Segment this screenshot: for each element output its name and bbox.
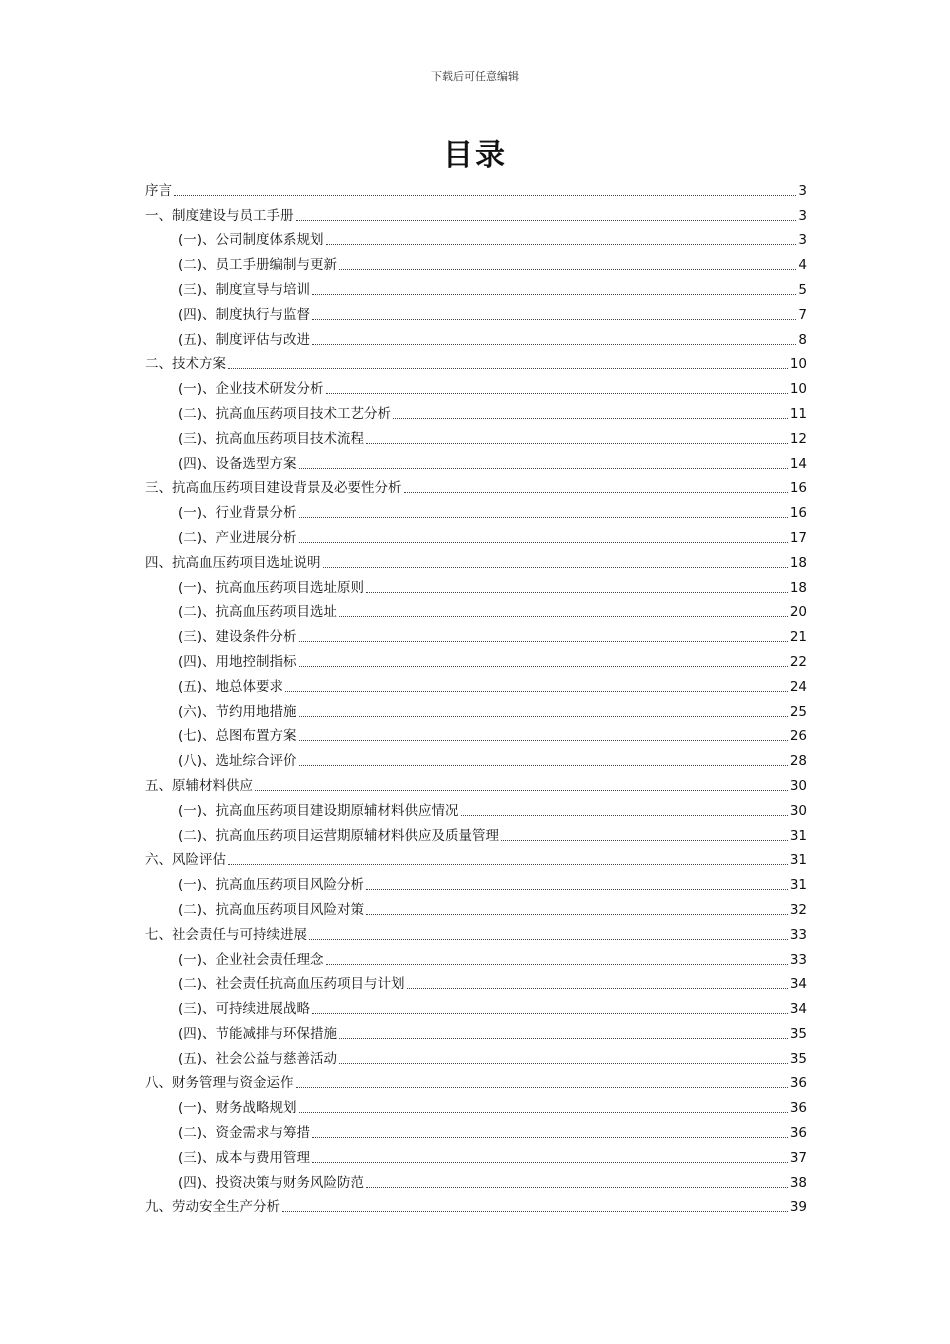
toc-entry-text: 三、抗高血压药项目建设背景及必要性分析 xyxy=(145,480,402,497)
toc-entry-text: (三)、可持续进展战略 xyxy=(178,1001,311,1018)
toc-dot-leader xyxy=(366,443,788,444)
toc-dot-leader xyxy=(366,914,788,915)
toc-entry-page: 10 xyxy=(789,356,807,373)
toc-entry[interactable] xyxy=(145,423,807,448)
toc-entry[interactable] xyxy=(145,175,807,200)
toc-entry[interactable] xyxy=(145,572,807,597)
toc-entry[interactable] xyxy=(145,646,807,671)
toc-entry-page: 14 xyxy=(789,455,807,472)
toc-entry-text: (五)、地总体要求 xyxy=(178,678,284,695)
toc-entry-text: 四、抗高血压药项目选址说明 xyxy=(145,554,321,571)
toc-dot-leader xyxy=(501,840,788,841)
toc-entry-page: 20 xyxy=(789,604,807,621)
toc-entry-text: (七)、总图布置方案 xyxy=(178,728,297,745)
toc-dot-leader xyxy=(228,368,788,369)
toc-dot-leader xyxy=(393,418,788,419)
toc-entry[interactable] xyxy=(145,473,807,498)
toc-dot-leader xyxy=(299,740,788,741)
toc-entry-page: 5 xyxy=(798,281,807,298)
toc-dot-leader xyxy=(312,1137,788,1138)
toc-dot-leader xyxy=(299,716,788,717)
toc-dot-leader xyxy=(312,344,796,345)
toc-dot-leader xyxy=(312,294,796,295)
toc-entry[interactable] xyxy=(145,1142,807,1167)
toc-entry-page: 16 xyxy=(789,505,807,522)
toc-entry[interactable] xyxy=(145,249,807,274)
toc-dot-leader xyxy=(339,1063,788,1064)
toc-dot-leader xyxy=(404,492,788,493)
toc-entry[interactable] xyxy=(145,845,807,870)
toc-entry-page: 34 xyxy=(789,1001,807,1018)
toc-entry-text: (四)、节能减排与环保措施 xyxy=(178,1025,338,1042)
toc-entry[interactable] xyxy=(145,1117,807,1142)
toc-dot-leader xyxy=(228,864,788,865)
toc-entry-text: (四)、制度执行与监督 xyxy=(178,306,311,323)
toc-dot-leader xyxy=(339,1038,788,1039)
toc-entry[interactable] xyxy=(145,274,807,299)
toc-dot-leader xyxy=(309,939,788,940)
toc-entry-text: (五)、社会公益与慈善活动 xyxy=(178,1050,338,1067)
toc-dot-leader xyxy=(312,1162,788,1163)
toc-dot-leader xyxy=(326,244,797,245)
toc-entry[interactable] xyxy=(145,745,807,770)
toc-entry-page: 38 xyxy=(789,1174,807,1191)
toc-entry[interactable] xyxy=(145,448,807,473)
toc-entry-text: (六)、节约用地措施 xyxy=(178,703,297,720)
toc-dot-leader xyxy=(366,592,788,593)
toc-entry-page: 22 xyxy=(789,653,807,670)
toc-entry-text: 序言 xyxy=(145,182,172,199)
toc-entry-page: 17 xyxy=(789,529,807,546)
toc-entry-page: 11 xyxy=(789,405,807,422)
toc-entry[interactable] xyxy=(145,969,807,994)
toc-entry-text: 九、劳动安全生产分析 xyxy=(145,1199,280,1216)
toc-entry-page: 8 xyxy=(798,331,807,348)
toc-entry[interactable] xyxy=(145,225,807,250)
toc-dot-leader xyxy=(312,1013,788,1014)
toc-dot-leader xyxy=(299,765,788,766)
toc-entry-page: 21 xyxy=(789,629,807,646)
toc-entry-page: 36 xyxy=(789,1075,807,1092)
toc-dot-leader xyxy=(366,1187,788,1188)
toc-entry[interactable] xyxy=(145,721,807,746)
toc-entry-page: 12 xyxy=(789,430,807,447)
toc-entry[interactable] xyxy=(145,597,807,622)
toc-entry-page: 16 xyxy=(789,480,807,497)
toc-dot-leader xyxy=(299,468,788,469)
toc-entry-page: 10 xyxy=(789,381,807,398)
toc-entry-text: (二)、抗高血压药项目运营期原辅材料供应及质量管理 xyxy=(178,827,500,844)
toc-entry-text: (一)、企业技术研发分析 xyxy=(178,381,324,398)
toc-dot-leader xyxy=(326,393,788,394)
toc-entry-text: 一、制度建设与员工手册 xyxy=(145,207,294,224)
toc-dot-leader xyxy=(296,1087,788,1088)
toc-entry-page: 28 xyxy=(789,753,807,770)
toc-dot-leader xyxy=(299,666,788,667)
toc-dot-leader xyxy=(285,691,788,692)
toc-entry-text: (二)、员工手册编制与更新 xyxy=(178,257,338,274)
toc-entry[interactable] xyxy=(145,497,807,522)
toc-entry[interactable] xyxy=(145,671,807,696)
toc-dot-leader xyxy=(407,988,788,989)
toc-dot-leader xyxy=(299,1112,788,1113)
toc-entry-page: 36 xyxy=(789,1100,807,1117)
toc-entry[interactable] xyxy=(145,621,807,646)
toc-entry[interactable] xyxy=(145,200,807,225)
toc-entry-page: 18 xyxy=(789,554,807,571)
toc-entry-text: (一)、抗高血压药项目建设期原辅材料供应情况 xyxy=(178,802,459,819)
toc-entry-page: 25 xyxy=(789,703,807,720)
toc-entry-text: 六、风险评估 xyxy=(145,852,226,869)
toc-entry-text: (三)、建设条件分析 xyxy=(178,629,297,646)
toc-dot-leader xyxy=(339,616,788,617)
toc-dot-leader xyxy=(339,269,796,270)
toc-dot-leader xyxy=(299,517,788,518)
toc-entry-text: (一)、企业社会责任理念 xyxy=(178,951,324,968)
toc-entry-text: (四)、用地控制指标 xyxy=(178,653,297,670)
toc-entry-page: 37 xyxy=(789,1149,807,1166)
toc-entry-text: (一)、抗高血压药项目选址原则 xyxy=(178,579,365,596)
toc-entry-page: 3 xyxy=(798,207,807,224)
toc-entry-text: (二)、社会责任抗高血压药项目与计划 xyxy=(178,976,405,993)
toc-entry-page: 7 xyxy=(798,306,807,323)
toc-dot-leader xyxy=(326,964,788,965)
toc-entry-text: (三)、成本与费用管理 xyxy=(178,1149,311,1166)
toc-dot-leader xyxy=(461,815,788,816)
toc-entry[interactable] xyxy=(145,1018,807,1043)
toc-entry[interactable] xyxy=(145,820,807,845)
toc-dot-leader xyxy=(255,790,788,791)
header-note: 下载后可任意编辑 xyxy=(431,70,519,83)
toc-entry-page: 3 xyxy=(798,182,807,199)
toc-entry-page: 33 xyxy=(789,926,807,943)
toc-list xyxy=(145,175,807,1216)
toc-entry-page: 31 xyxy=(789,827,807,844)
toc-dot-leader xyxy=(296,220,797,221)
toc-entry[interactable] xyxy=(145,770,807,795)
toc-entry[interactable] xyxy=(145,522,807,547)
toc-entry-text: (五)、制度评估与改进 xyxy=(178,331,311,348)
toc-entry-page: 4 xyxy=(798,257,807,274)
toc-entry-text: (一)、抗高血压药项目风险分析 xyxy=(178,877,365,894)
toc-dot-leader xyxy=(299,542,788,543)
toc-entry[interactable] xyxy=(145,1043,807,1068)
toc-entry-text: (一)、公司制度体系规划 xyxy=(178,232,324,249)
toc-entry-text: (一)、财务战略规划 xyxy=(178,1100,297,1117)
toc-entry-page: 35 xyxy=(789,1050,807,1067)
toc-entry-text: (二)、抗高血压药项目选址 xyxy=(178,604,338,621)
toc-entry[interactable] xyxy=(145,324,807,349)
toc-entry[interactable] xyxy=(145,944,807,969)
toc-entry[interactable] xyxy=(145,696,807,721)
toc-entry-page: 36 xyxy=(789,1125,807,1142)
toc-dot-leader xyxy=(312,319,796,320)
toc-entry[interactable] xyxy=(145,398,807,423)
toc-entry[interactable] xyxy=(145,993,807,1018)
toc-entry-page: 34 xyxy=(789,976,807,993)
toc-entry[interactable] xyxy=(145,1092,807,1117)
toc-dot-leader xyxy=(282,1211,788,1212)
toc-entry-page: 3 xyxy=(798,232,807,249)
toc-entry[interactable] xyxy=(145,373,807,398)
toc-dot-leader xyxy=(323,567,788,568)
toc-entry-text: (三)、抗高血压药项目技术流程 xyxy=(178,430,365,447)
toc-dot-leader xyxy=(299,641,788,642)
toc-entry-text: (三)、制度宣导与培训 xyxy=(178,281,311,298)
toc-entry-text: 二、技术方案 xyxy=(145,356,226,373)
toc-entry[interactable] xyxy=(145,919,807,944)
toc-entry[interactable] xyxy=(145,349,807,374)
toc-entry-page: 33 xyxy=(789,951,807,968)
toc-entry-text: 七、社会责任与可持续进展 xyxy=(145,926,307,943)
toc-entry-page: 31 xyxy=(789,877,807,894)
toc-entry[interactable] xyxy=(145,1068,807,1093)
toc-entry[interactable] xyxy=(145,795,807,820)
toc-entry[interactable] xyxy=(145,894,807,919)
toc-dot-leader xyxy=(366,889,788,890)
toc-entry-text: (四)、投资决策与财务风险防范 xyxy=(178,1174,365,1191)
toc-entry-text: (八)、选址综合评价 xyxy=(178,753,297,770)
toc-entry[interactable] xyxy=(145,869,807,894)
toc-title: 目录 xyxy=(443,138,507,173)
toc-entry-page: 35 xyxy=(789,1025,807,1042)
toc-entry-text: 八、财务管理与资金运作 xyxy=(145,1075,294,1092)
toc-entry[interactable] xyxy=(145,299,807,324)
toc-entry-text: (二)、抗高血压药项目技术工艺分析 xyxy=(178,405,392,422)
toc-entry-page: 24 xyxy=(789,678,807,695)
toc-entry-page: 30 xyxy=(789,802,807,819)
toc-entry-page: 26 xyxy=(789,728,807,745)
toc-entry-page: 32 xyxy=(789,901,807,918)
toc-entry[interactable] xyxy=(145,547,807,572)
toc-entry[interactable] xyxy=(145,1167,807,1192)
toc-entry[interactable] xyxy=(145,1192,807,1217)
toc-entry-page: 39 xyxy=(789,1199,807,1216)
toc-entry-page: 18 xyxy=(789,579,807,596)
toc-entry-text: (一)、行业背景分析 xyxy=(178,505,297,522)
toc-dot-leader xyxy=(174,195,796,196)
toc-entry-text: (二)、抗高血压药项目风险对策 xyxy=(178,901,365,918)
toc-entry-text: (四)、设备选型方案 xyxy=(178,455,297,472)
toc-entry-text: 五、原辅材料供应 xyxy=(145,777,253,794)
toc-entry-page: 30 xyxy=(789,777,807,794)
toc-entry-page: 31 xyxy=(789,852,807,869)
toc-entry-text: (二)、资金需求与筹措 xyxy=(178,1125,311,1142)
toc-entry-text: (二)、产业进展分析 xyxy=(178,529,297,546)
